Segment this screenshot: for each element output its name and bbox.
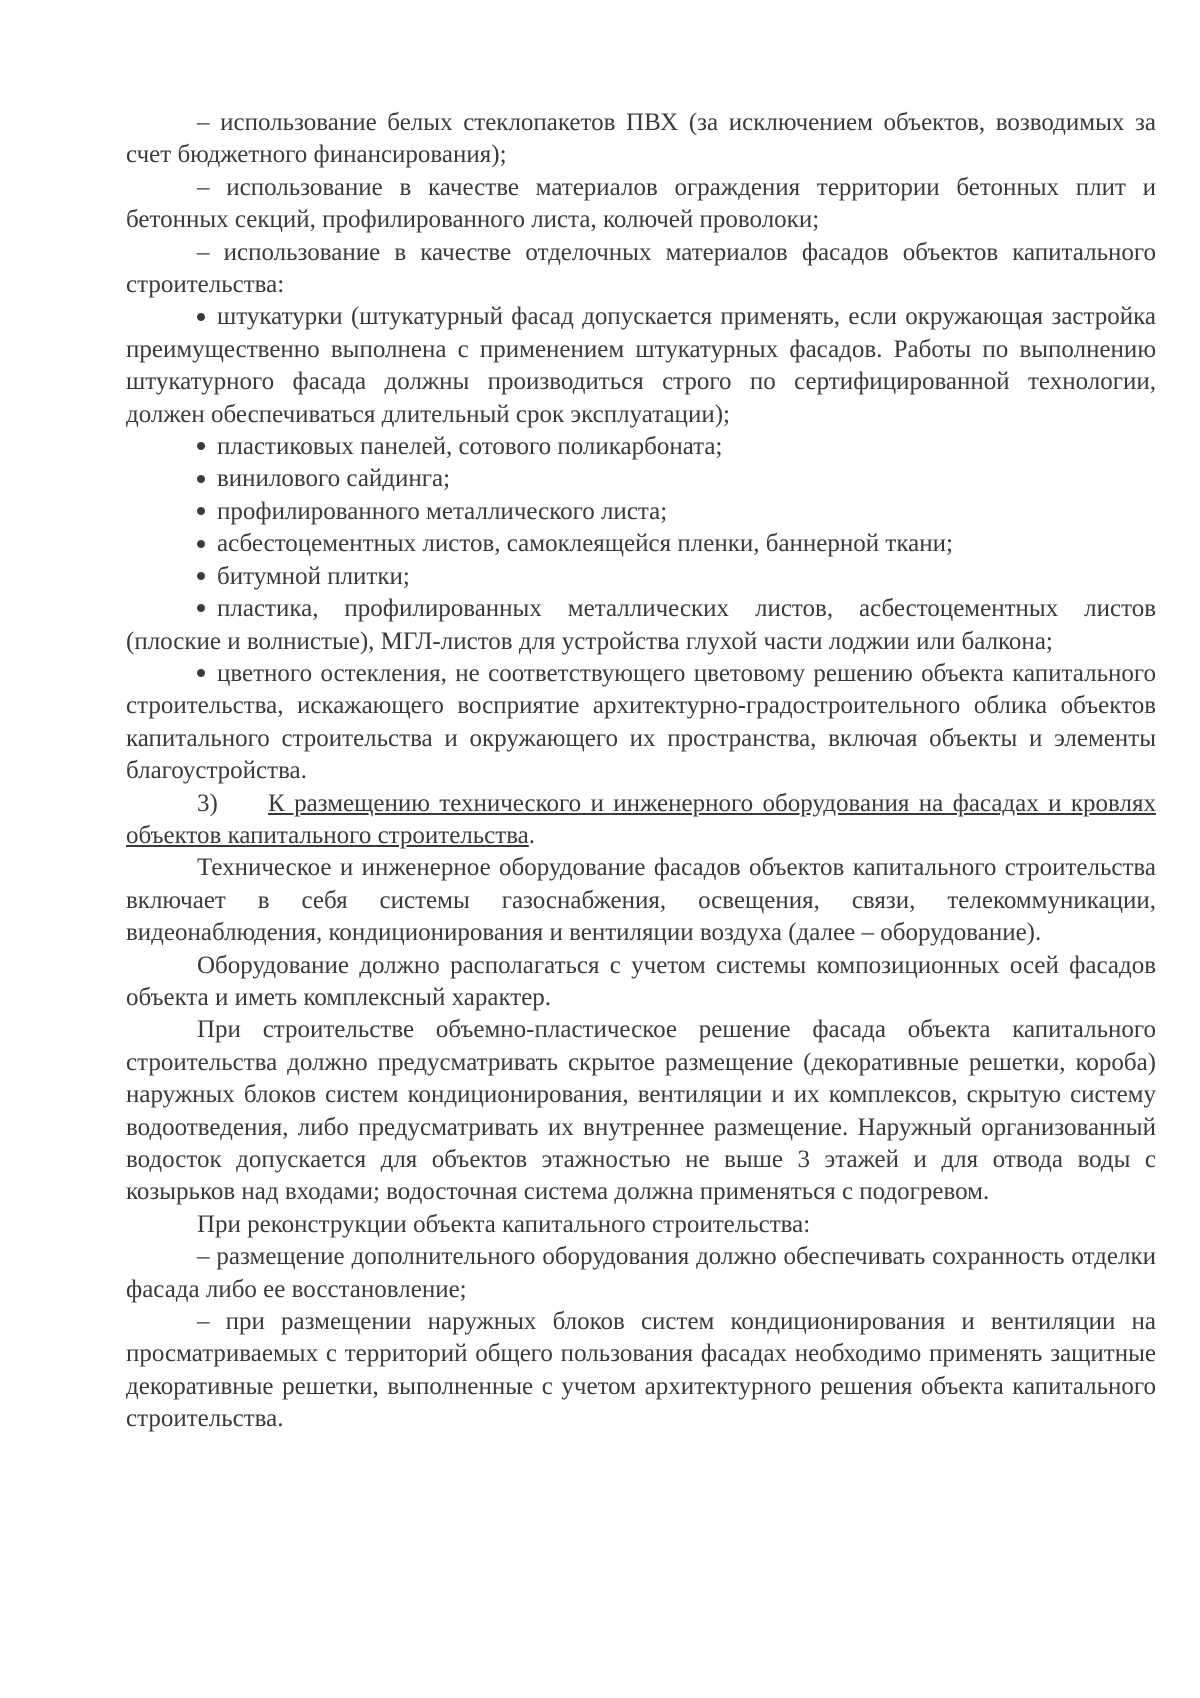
bullet-text: профилированного металлического листа; — [217, 497, 668, 525]
paragraph: При строительстве объемно-пластическое решение фасада объекта капитального строительства должно предусматривать скрытое размещение (декоративные решетки, короба) наружных блоков систем кондиционирования, вентиляции и их комплексов, скрытую систему водоотведения, либо предусматривать их внутреннее размещение. Наружный организованный водосток допускается для объектов этажностью не выше 3 этажей и для отвода воды с козырьков над входами; водосточная система должна применяться с подогревом. — [126, 1016, 1156, 1206]
bullet-text: винилового сайдинга; — [217, 465, 451, 493]
bullet-icon — [197, 442, 205, 450]
bullet-text: асбестоцементных листов, самоклеящейся пленки, баннерной ткани; — [217, 530, 953, 558]
paragraph: Оборудование должно располагаться с учетом системы композиционных осей фасадов объекта и иметь комплексный характер. — [126, 951, 1156, 1011]
bullet-item — [126, 593, 1156, 658]
bullet-item — [126, 561, 1156, 593]
bullet-icon — [197, 313, 205, 321]
bullet-item — [126, 496, 1156, 528]
paragraph: – при размещении наружных блоков систем кондиционирования и вентиляции на просматриваемых с территорий общего пользования фасадах необходимо применять защитные декоративные решетки, выполненные с учетом архитектурного решения объекта капитального строительства. — [126, 1308, 1156, 1433]
section-heading-period: . — [528, 821, 536, 849]
section-number: 3) — [197, 789, 218, 817]
bullet-text: цветного остекления, не соответствующего цветовому решению объекта капитального строительства, искажающего восприятие архитектурно-градостроительного облика объектов капитального строительства и окружающего их пространства, включая объекты и элементы благоустройства. — [126, 659, 1156, 785]
section-heading — [126, 788, 1156, 853]
bullet-text: пластиковых панелей, сотового поликарбоната; — [217, 433, 723, 461]
paragraph: – использование в качестве материалов ограждения территории бетонных плит и бетонных секций, профилированного листа, колючей проволоки; — [126, 173, 1156, 234]
bullet-icon — [197, 507, 205, 515]
section-heading-text: К размещению технического и инженерного оборудования на фасадах и кровлях объектов капитального строительства — [126, 789, 1156, 849]
bullet-icon — [197, 604, 205, 612]
bullet-text: пластика, профилированных металлических листов, асбестоцементных листов (плоские и волнистые), МГЛ-листов для устройства глухой части лоджии или балкона; — [126, 595, 1156, 655]
bullet-item — [126, 528, 1156, 560]
bullet-icon — [197, 475, 205, 483]
paragraph: – использование в качестве отделочных материалов фасадов объектов капитального строительства: — [126, 238, 1156, 299]
paragraph: – размещение дополнительного оборудования должно обеспечивать сохранность отделки фасада либо ее восстановление; — [126, 1243, 1156, 1303]
paragraph: – использование белых стеклопакетов ПВХ (за исключением объектов, возводимых за счет бюджетного финансирования); — [126, 109, 1156, 169]
bullet-text: битумной плитки; — [217, 562, 410, 590]
bullet-text: штукатурки (штукатурный фасад допускается применять, если окружающая застройка преимущественно выполнена с применением штукатурных фасадов. Работы по выполнению штукатурного фасада должны производиться строго по сертифицированной технологии, должен обеспечиваться длительный срок эксплуатации); — [126, 303, 1156, 428]
bullet-item — [126, 301, 1156, 431]
document-body — [126, 107, 1156, 1436]
bullet-icon — [197, 572, 205, 580]
bullet-icon — [197, 669, 205, 677]
bullet-item — [126, 463, 1156, 495]
bullet-item — [126, 658, 1156, 788]
paragraph: При реконструкции объекта капитального строительства: — [197, 1210, 811, 1238]
paragraph: Техническое и инженерное оборудование фасадов объектов капитального строительства включает в себя системы газоснабжения, освещения, связи, телекоммуникации, видеонаблюдения, кондиционирования и вентиляции воздуха (далее – оборудование). — [126, 854, 1156, 947]
bullet-icon — [197, 540, 205, 548]
bullet-item — [126, 431, 1156, 463]
